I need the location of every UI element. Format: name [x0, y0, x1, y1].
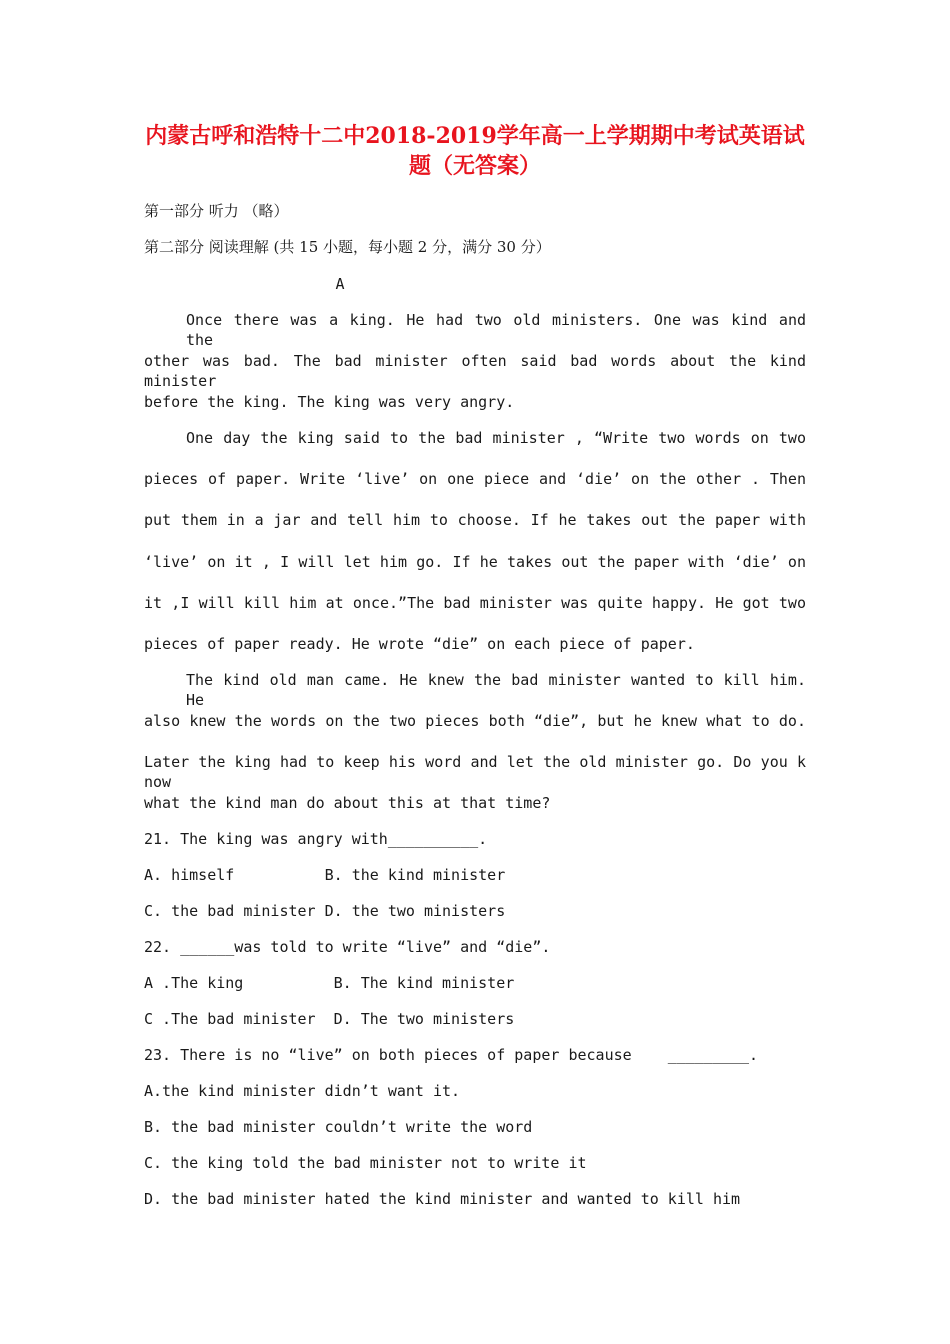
- passage-p2-line-3: put them in a jar and tell him to choose. If he takes out the paper with: [144, 511, 806, 529]
- passage-p2-line-4: ‘live’ on it , I will let him go. If he takes out the paper with ‘die’ on: [144, 553, 806, 571]
- question-23-option-a: A.the kind minister didn’t want it.: [144, 1082, 461, 1100]
- question-23-option-d: D. the bad minister hated the kind minister and wanted to kill him: [144, 1190, 741, 1208]
- passage-p1-line-2: other was bad. The bad minister often said bad words about the kind minister: [144, 352, 806, 390]
- part-one-heading: 第一部分 听力 （略）: [144, 202, 289, 220]
- question-22-options-cd: C .The bad minister D. The two ministers: [144, 1010, 515, 1028]
- document-title: [100, 121, 850, 181]
- question-23: 23. There is no “live” on both pieces of paper because _________.: [144, 1046, 759, 1064]
- passage-p3-line-4: what the kind man do about this at that time?: [144, 794, 551, 812]
- title-line-1: 内蒙古呼和浩特十二中2018-2019学年高一上学期期中考试英语试: [145, 123, 805, 149]
- question-23-option-c: C. the king told the bad minister not to write it: [144, 1154, 587, 1172]
- passage-p1-line-3: before the king. The king was very angry.: [144, 393, 515, 411]
- section-label: A: [335, 275, 345, 293]
- question-21-options-cd: C. the bad minister D. the two ministers: [144, 902, 506, 920]
- passage-p2-line-1: One day the king said to the bad minister , “Write two words on two: [186, 429, 806, 447]
- title-line-2: 题（无答案）: [408, 153, 541, 179]
- passage-p2-line-2: pieces of paper. Write ‘live’ on one piece and ‘die’ on the other . Then: [144, 470, 806, 488]
- passage-p1-line-1: Once there was a king. He had two old ministers. One was kind and the: [186, 311, 806, 349]
- passage-p2-line-6: pieces of paper ready. He wrote “die” on each piece of paper.: [144, 635, 695, 653]
- question-22: 22. ______was told to write “live” and “die”.: [144, 938, 551, 956]
- question-21-options-ab: A. himself B. the kind minister: [144, 866, 506, 884]
- passage-p3-line-2: also knew the words on the two pieces both “die”, but he knew what to do.: [144, 712, 806, 730]
- question-22-options-ab: A .The king B. The kind minister: [144, 974, 515, 992]
- question-21: 21. The king was angry with__________.: [144, 830, 488, 848]
- part-two-heading: 第二部分 阅读理解 (共 15 小题，每小题 2 分，满分 30 分）: [144, 238, 551, 256]
- passage-p2-line-5: it ,I will kill him at once.”The bad minister was quite happy. He got two: [144, 594, 806, 612]
- passage-p3-line-1: The kind old man came. He knew the bad minister wanted to kill him. He: [186, 671, 806, 709]
- passage-p3-line-3: Later the king had to keep his word and let the old minister go. Do you k now: [144, 753, 806, 791]
- question-23-option-b: B. the bad minister couldn’t write the word: [144, 1118, 533, 1136]
